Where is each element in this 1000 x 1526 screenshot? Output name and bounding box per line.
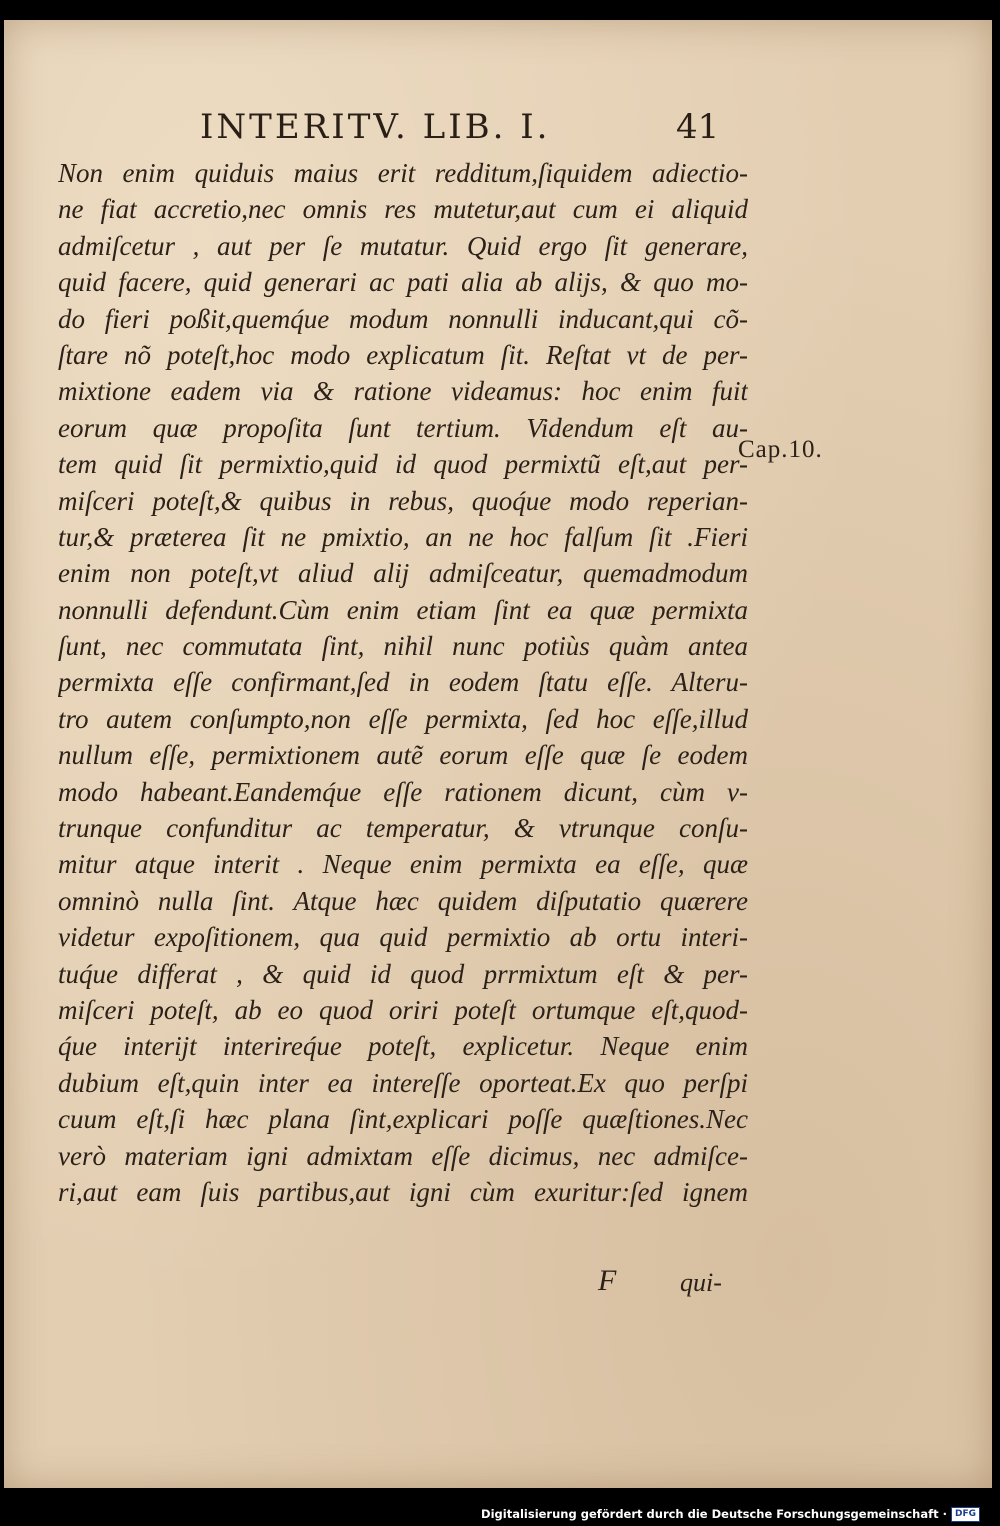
catchword: qui-: [680, 1268, 722, 1297]
text-line: tem quid ſit permixtio,quid id quod permixtũ eſt,aut per-: [58, 449, 748, 480]
text-line: tur,& præterea ſit ne pmixtio, an ne hoc falſum ſit .Fieri: [58, 521, 748, 552]
text-line: verò materiam igni admixtam eſſe dicimus, nec admiſce-: [58, 1140, 748, 1171]
text-line: nonnulli defendunt.Cùm enim etiam ſint ea quæ permixta: [58, 594, 748, 625]
text-line: eorum quæ propoſita ſunt tertium. Videndum eſt au-: [58, 412, 748, 443]
text-line: permixta eſſe confirmant,ſed in eodem ſtatu eſſe. Alteru-: [58, 667, 748, 698]
text-line: mixtione eadem via & ratione videamus: hoc enim fuit: [58, 376, 748, 407]
margin-note-chapter: Cap.10.: [738, 436, 823, 463]
text-line: nullum eſſe, permixtionem autẽ eorum eſſe quæ ſe eodem: [58, 740, 748, 771]
text-line: tro autem conſumpto,non eſſe permixta, ſed hoc eſſe,illud: [58, 703, 748, 734]
footer-credit: Digitalisierung gefördert durch die Deutsche Forschungsgemeinschaft ·: [481, 1507, 947, 1521]
page-header: [0, 107, 1000, 157]
text-line: mitur atque interit . Neque enim permixta ea eſſe, quæ: [58, 849, 748, 880]
text-line: modo habeant.Eandemq́ue eſſe rationem dicunt, cùm v-: [58, 776, 748, 807]
signature-mark: F: [598, 1264, 617, 1297]
body-text: [58, 155, 748, 1210]
text-line: omninò nulla ſint. Atque hæc quidem diſputatio quærere: [58, 885, 748, 916]
text-line: tuq́ue differat , & quid id quod prrmixtum eſt & per-: [58, 958, 748, 989]
page-number: 41: [676, 107, 720, 147]
text-line: ri,aut eam ſuis partibus,aut igni cùm exuritur:ſed ignem: [58, 1176, 748, 1207]
text-line: trunque confunditur ac temperatur, & vtrunque conſu-: [58, 813, 748, 844]
text-line: quid facere, quid generari ac pati alia ab alijs, & quo mo-: [58, 267, 748, 298]
text-line: miſceri poteſt,& quibus in rebus, quoq́ue modo reperian-: [58, 485, 748, 516]
text-line: cuum eſt,ſi hæc plana ſint,explicari poſſe quæſtiones.Nec: [58, 1104, 748, 1135]
text-line: ne fiat accretio,nec omnis res mutetur,aut cum ei aliquid: [58, 194, 748, 225]
text-line: miſceri poteſt, ab eo quod oriri poteſt ortumque eſt,quod-: [58, 994, 748, 1025]
digitization-footer: [481, 1506, 980, 1522]
text-line: videtur expoſitionem, qua quid permixtio ab ortu interi-: [58, 922, 748, 953]
text-line: enim non poteſt,vt aliud alij admiſceatur, quemadmodum: [58, 558, 748, 589]
text-line: admiſcetur , aut per ſe mutatur. Quid ergo ſit generare,: [58, 230, 748, 261]
text-line: dubium eſt,quin inter ea intereſſe oporteat.Ex quo perſpi: [58, 1067, 748, 1098]
text-line: ſtare nõ poteſt,hoc modo explicatum ſit. Reſtat vt de per-: [58, 339, 748, 370]
text-line: q́ue interijt interireq́ue poteſt, explicetur. Neque enim: [58, 1031, 748, 1062]
text-line: Non enim quiduis maius erit redditum,ſiquidem adiectio-: [58, 158, 748, 188]
running-title: INTERITV. LIB. I.: [200, 107, 551, 147]
text-line: ſunt, nec commutata ſint, nihil nunc potiùs quàm antea: [58, 631, 748, 662]
text-line: do fieri poßit,quemq́ue modum nonnulli inducant,qui cõ-: [58, 303, 748, 334]
dfg-logo[interactable]: DFG: [951, 1507, 980, 1522]
